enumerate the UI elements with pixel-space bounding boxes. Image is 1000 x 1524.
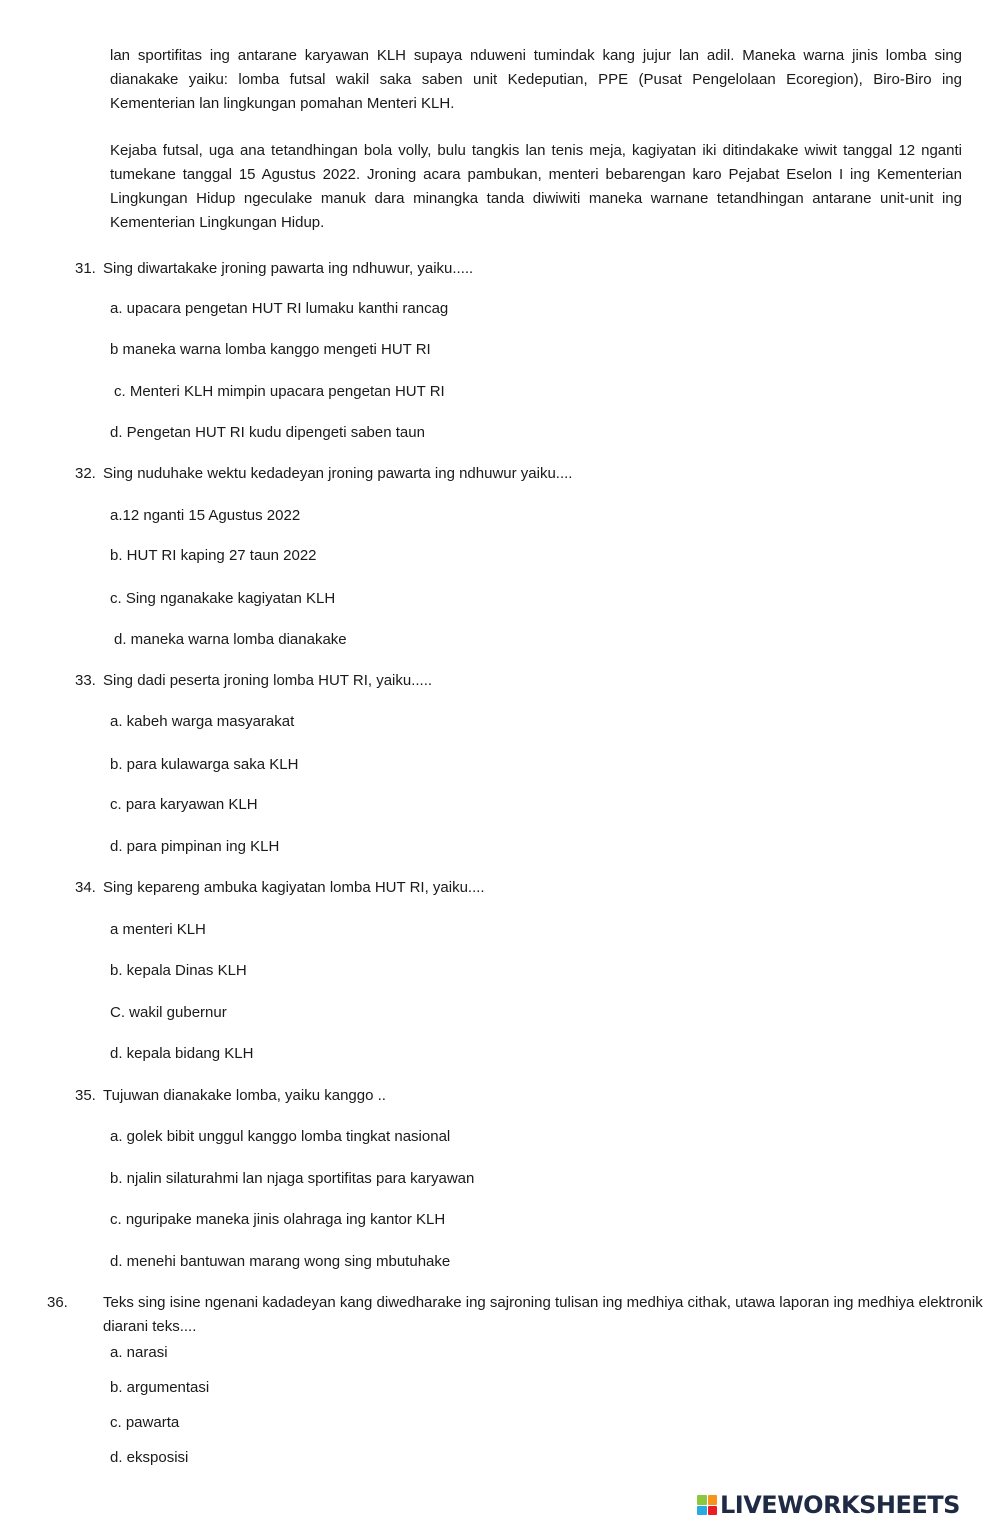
option-32-b[interactable]: b. HUT RI kaping 27 taun 2022 xyxy=(110,547,317,564)
question-31 xyxy=(75,257,965,281)
option-34-d[interactable]: d. kepala bidang KLH xyxy=(110,1045,254,1062)
question-number: 33. xyxy=(75,672,96,689)
liveworksheets-logo-icon xyxy=(697,1495,717,1515)
option-32-d[interactable]: d. maneka warna lomba dianakake xyxy=(114,631,347,648)
question-32 xyxy=(75,462,965,486)
question-number: 35. xyxy=(75,1087,96,1104)
question-36 xyxy=(47,1291,993,1339)
option-34-c[interactable]: C. wakil gubernur xyxy=(110,1004,227,1021)
question-text: Teks sing isine ngenani kadadeyan kang diwedharake ing sajroning tulisan ing medhiya cithak, utawa laporan ing medhiya elektronik diarani teks.... xyxy=(103,1294,983,1335)
question-34 xyxy=(75,876,965,900)
option-33-c[interactable]: c. para karyawan KLH xyxy=(110,796,258,813)
option-33-a[interactable]: a. kabeh warga masyarakat xyxy=(110,713,295,730)
question-number: 31. xyxy=(75,260,96,277)
question-35 xyxy=(75,1084,965,1108)
question-33 xyxy=(75,669,965,693)
option-34-a[interactable]: a menteri KLH xyxy=(110,921,206,938)
option-32-c[interactable]: c. Sing nganakake kagiyatan KLH xyxy=(110,590,336,607)
option-35-a[interactable]: a. golek bibit unggul kanggo lomba tingkat nasional xyxy=(110,1128,451,1145)
reading-paragraph-2: Kejaba futsal, uga ana tetandhingan bola volly, bulu tangkis lan tenis meja, kagiyatan iki ditindakake wiwit tanggal 12 nganti tumekane tanggal 15 Agustus 2022. Jroning acara pambukan, menteri bebarengan karo Pejabat Eselon I ing Kementerian Lingkungan Hidup ngeculake manuk dara minangka tanda diwiwiti maneka warnane tetandhingan antarane unit-unit ing Kementerian Lingkungan Hidup. xyxy=(110,142,962,231)
reading-paragraph-1: lan sportifitas ing antarane karyawan KLH supaya nduweni tumindak kang jujur lan adil. Maneka warna jinis lomba sing dianakake yaiku: lomba futsal wakil saka saben unit Kedeputian, PPE (Pusat Pengelolaan Ecoregion), Biro-Biro ing Kementerian lan lingkungan pomahan Menteri KLH. xyxy=(110,47,962,112)
option-33-d[interactable]: d. para pimpinan ing KLH xyxy=(110,838,280,855)
option-35-b[interactable]: b. njalin silaturahmi lan njaga sportifitas para karyawan xyxy=(110,1170,475,1187)
question-text: Sing dadi peserta jroning lomba HUT RI, yaiku..... xyxy=(103,672,433,689)
option-31-a[interactable]: a. upacara pengetan HUT RI lumaku kanthi rancag xyxy=(110,300,449,317)
question-number: 34. xyxy=(75,879,96,896)
question-text: Sing diwartakake jroning pawarta ing ndhuwur, yaiku..... xyxy=(103,260,474,277)
question-text: Sing kepareng ambuka kagiyatan lomba HUT RI, yaiku.... xyxy=(103,879,485,896)
option-36-c[interactable]: c. pawarta xyxy=(110,1414,180,1431)
option-33-b[interactable]: b. para kulawarga saka KLH xyxy=(110,756,299,773)
option-31-b[interactable]: b maneka warna lomba kanggo mengeti HUT RI xyxy=(110,341,431,358)
option-35-d[interactable]: d. menehi bantuwan marang wong sing mbutuhake xyxy=(110,1253,451,1270)
logo-text: LIVEWORKSHEETS xyxy=(720,1491,960,1519)
option-31-c[interactable]: c. Menteri KLH mimpin upacara pengetan HUT RI xyxy=(114,383,445,400)
option-34-b[interactable]: b. kepala Dinas KLH xyxy=(110,962,247,979)
option-32-a[interactable]: a.12 nganti 15 Agustus 2022 xyxy=(110,507,301,524)
question-text: Sing nuduhake wektu kedadeyan jroning pawarta ing ndhuwur yaiku.... xyxy=(103,465,573,482)
option-35-c[interactable]: c. nguripake maneka jinis olahraga ing kantor KLH xyxy=(110,1211,446,1228)
option-36-a[interactable]: a. narasi xyxy=(110,1344,168,1361)
option-36-b[interactable]: b. argumentasi xyxy=(110,1379,210,1396)
liveworksheets-logo[interactable] xyxy=(697,1491,960,1519)
question-number: 36. xyxy=(47,1294,68,1311)
option-31-d[interactable]: d. Pengetan HUT RI kudu dipengeti saben taun xyxy=(110,424,425,441)
option-36-d[interactable]: d. eksposisi xyxy=(110,1449,189,1466)
question-text: Tujuwan dianakake lomba, yaiku kanggo .. xyxy=(103,1087,386,1104)
question-number: 32. xyxy=(75,465,96,482)
